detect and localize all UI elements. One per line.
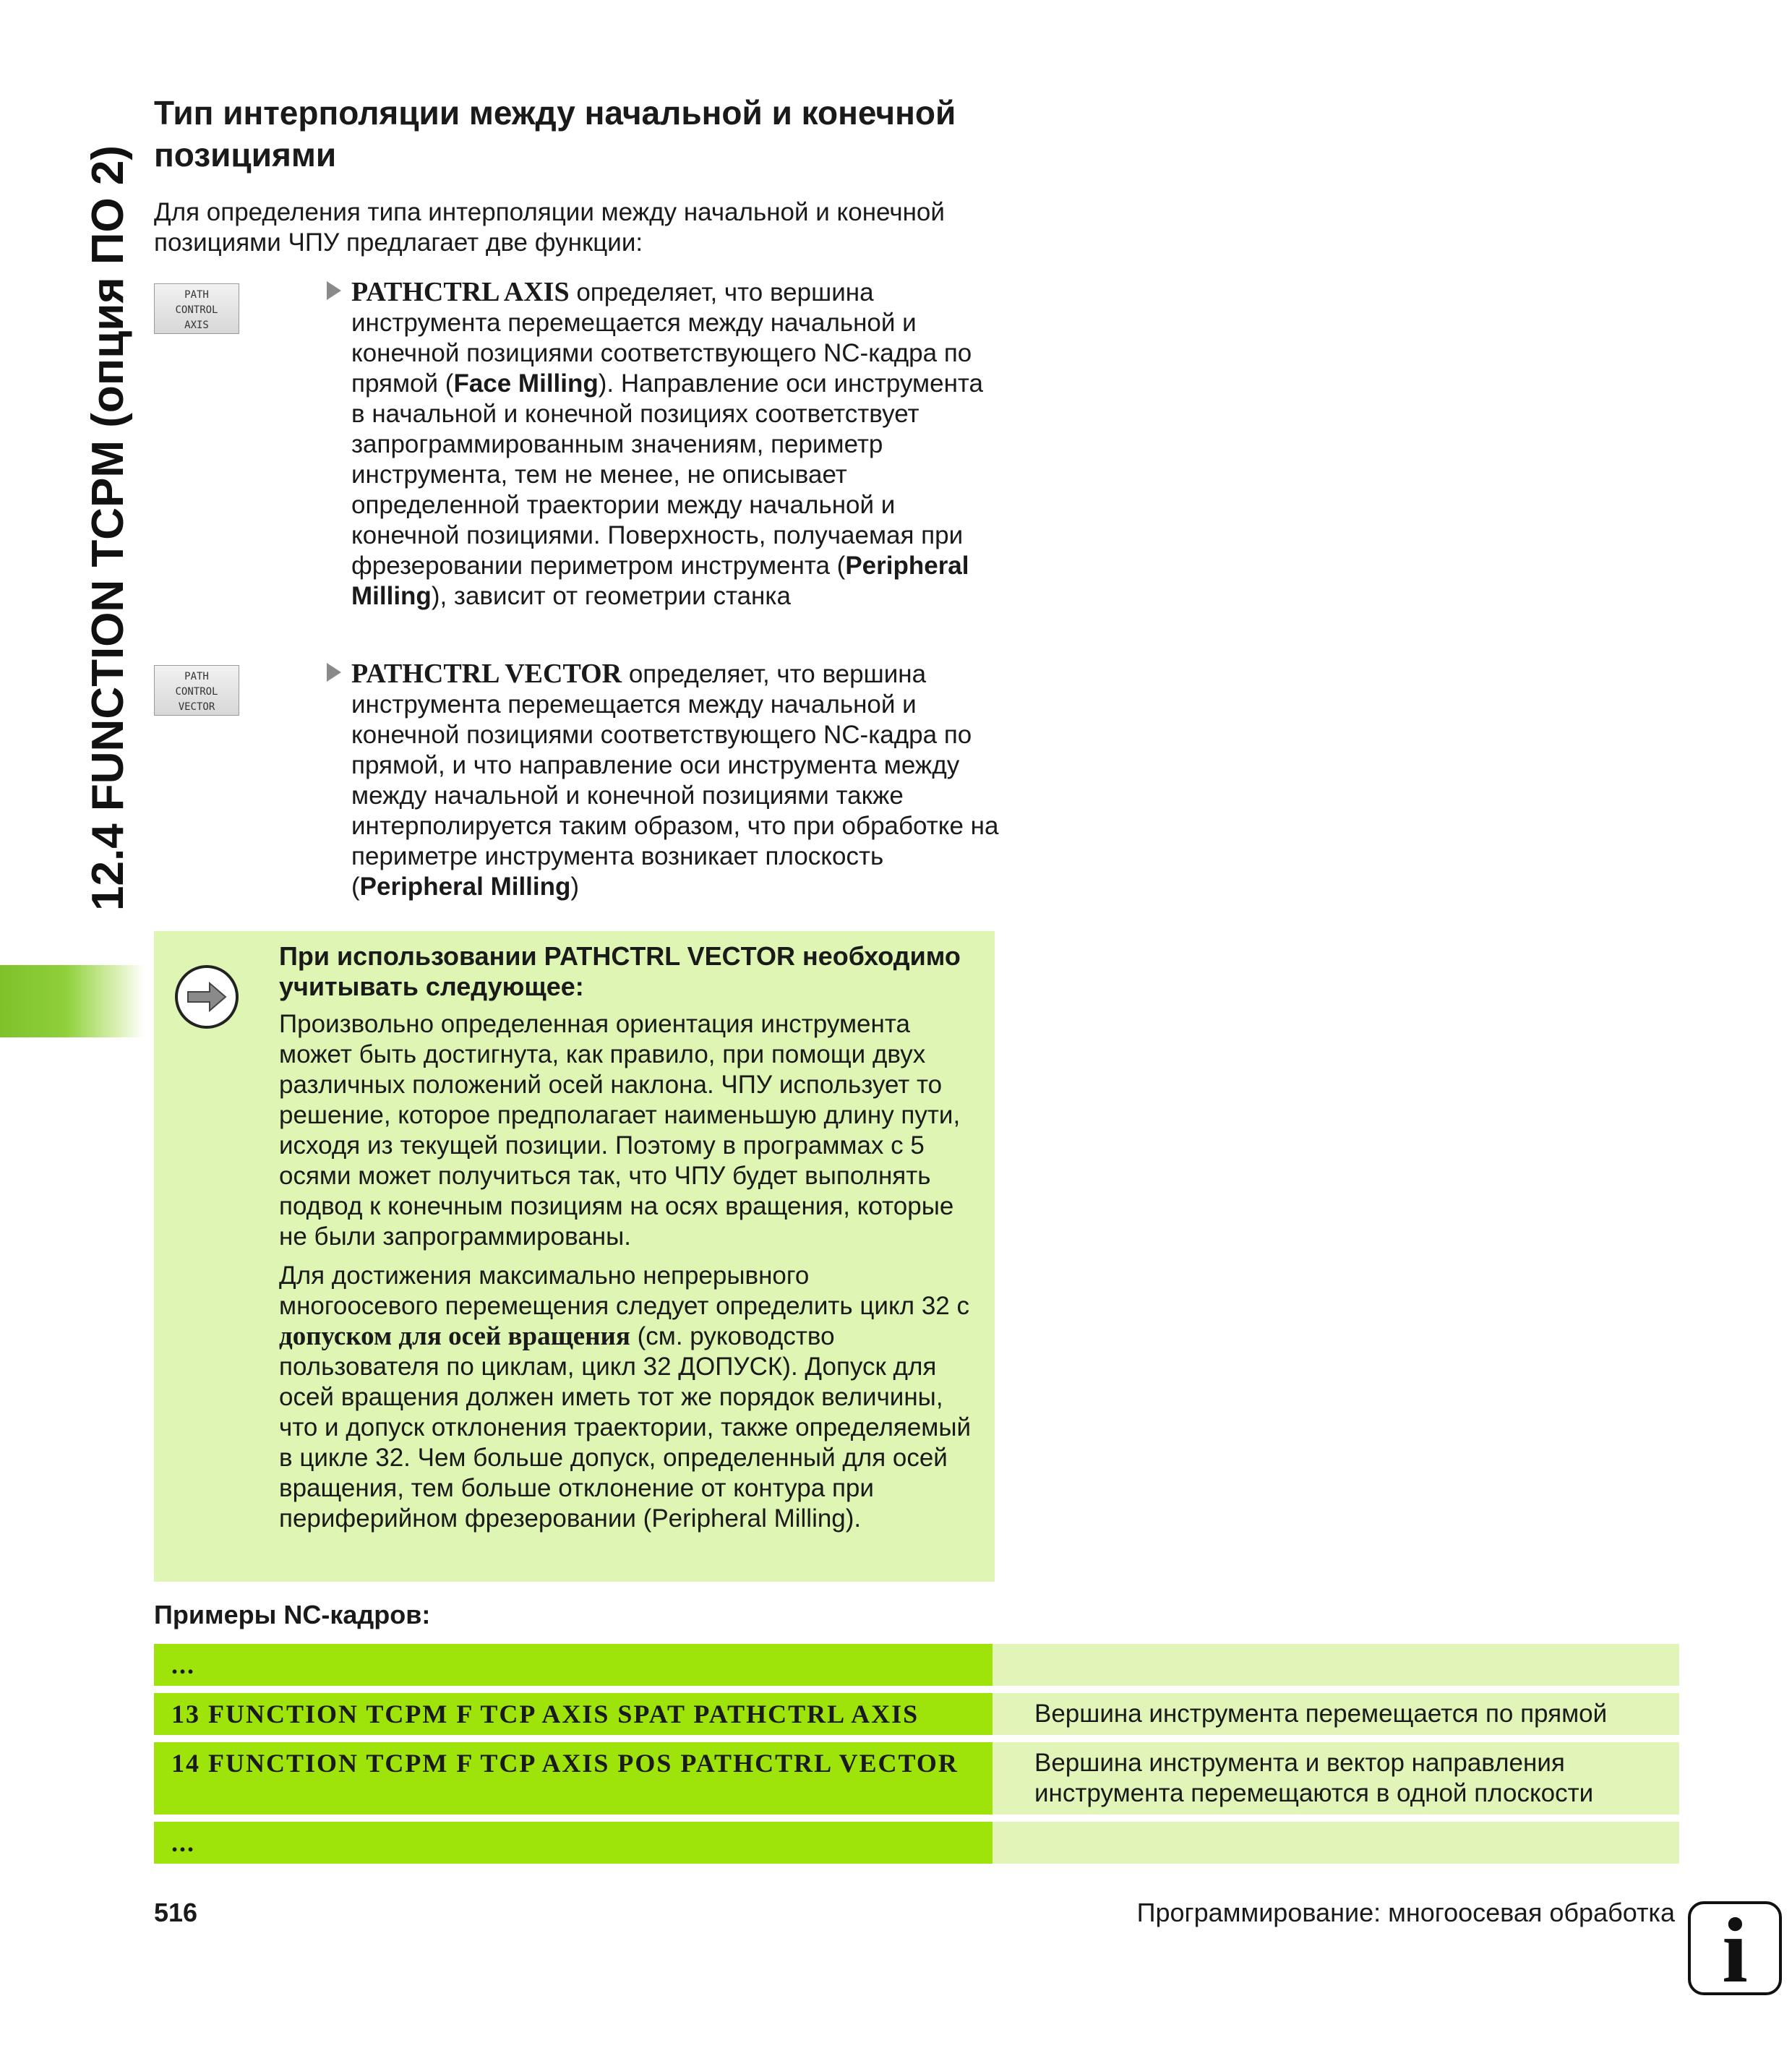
softkey-line: CONTROL (175, 304, 218, 316)
page-number: 516 (154, 1898, 198, 1927)
bold-term: Peripheral Milling (351, 552, 969, 610)
bold-term: допуском для осей вращения (279, 1321, 630, 1351)
info-icon-glyph: i (1722, 1899, 1748, 2002)
table-row (154, 1693, 1679, 1735)
note-body (279, 941, 973, 1543)
item-text (351, 659, 999, 902)
table-row (154, 1742, 1679, 1815)
softkey-line: CONTROL (175, 686, 218, 698)
note-paragraph: Произвольно определенная ориентация инструмента может быть достигнута, как правило, при помощи двух различных положений осей наклона. ЧПУ использует то решение, которое предполагает наименьшую длину пути, исходя из текущей позиции. Поэтому в программах с 5 осями может получиться так, что ЧПУ будет выполнять подвод к конечным позициям на осях вращения, которые не были запрограммированы. (279, 1010, 961, 1251)
text-run: (см. руководство пользователя по циклам, цикл 32 ДОПУСК). Допуск для осей вращения должен иметь тот же порядок величины, что и допуск отклонения траектории, также определяемый в цикле 32. Чем больше допуск, определенный для осей вращения, тем больше отклонение от контура при периферийном фрезеровании (Peripheral Milling). (279, 1322, 972, 1533)
text-run: ) (570, 873, 580, 901)
text-run: ), зависит от геометрии станка (431, 582, 791, 610)
softkey-line: AXIS (184, 320, 209, 331)
nc-code-cell: ... (154, 1822, 993, 1864)
chapter-sidebar (22, 87, 137, 940)
bold-term: Face Milling (453, 369, 599, 398)
keyword: PATHCTRL AXIS (351, 277, 570, 307)
text-run: Для достижения максимально непрерывного многоосевого перемещения следует определить цикл 32 с (279, 1261, 969, 1320)
bold-term: Peripheral Milling (359, 873, 571, 901)
chapter-tab-marker (0, 965, 145, 1037)
nc-code-cell: 13 FUNCTION TCPM F TCP AXIS SPAT PATHCTRL AXIS (154, 1693, 993, 1735)
nc-code-cell: ... (154, 1644, 993, 1686)
nc-examples-table (154, 1644, 1679, 1871)
table-row (154, 1644, 1679, 1686)
note-title: При использовании PATHCTRL VECTOR необходимо учитывать следующее: (279, 941, 961, 1001)
triangle-bullet-icon (327, 663, 341, 682)
text-run: определяет, что вершина инструмента перемещается между начальной и конечной позициями соответствующего NC-кадра по прямой ( (351, 278, 972, 398)
nc-code-cell: 14 FUNCTION TCPM F TCP AXIS POS PATHCTRL VECTOR (154, 1742, 993, 1815)
list-item-pathctrl-vector (327, 659, 999, 902)
list-item-pathctrl-axis (327, 277, 999, 612)
note-box (154, 931, 995, 1582)
table-row (154, 1822, 1679, 1864)
keyword: PATHCTRL VECTOR (351, 659, 622, 689)
section-heading: Тип интерполяции между начальной и конечной позициями (154, 94, 956, 173)
text-run: ). Направление оси инструмента в начальной и конечной позициях соответствует запрограммированным значениям, периметр инструмента, тем не менее, не описывает определенной траектории между начальной и конечной позициями. Поверхность, получаемая при фрезеровании периметром инструмента ( (351, 369, 984, 580)
nc-desc-cell: Вершина инструмента перемещается по прямой (993, 1693, 1679, 1735)
nc-desc-cell (993, 1822, 1679, 1864)
softkey-line: PATH (184, 671, 209, 682)
triangle-bullet-icon (327, 281, 341, 300)
chapter-title: 12.4 FUNCTION TCPM (опция ПО 2) (83, 145, 133, 911)
examples-title: Примеры NC-кадров: (154, 1600, 431, 1629)
softkey-line: VECTOR (178, 701, 215, 713)
info-icon[interactable] (1688, 1899, 1782, 2002)
text-run: определяет, что вершина инструмента перемещается между начальной и конечной позициями соответствующего NC-кадра по прямой, и что направление оси инструмента между между начальной и конечной позициями также интерполируется таким образом, что при обработке на периметре инструмента возникает плоскость ( (351, 660, 999, 901)
item-text (351, 277, 999, 612)
path-control-axis-softkey[interactable] (154, 283, 239, 334)
arrow-right-circle-icon (173, 964, 240, 1030)
note-paragraph (279, 1261, 973, 1534)
nc-desc-cell: Вершина инструмента и вектор направления инструмента перемещаются в одной плоскости (993, 1742, 1679, 1815)
softkey-line: PATH (184, 289, 209, 301)
footer-chapter-title: Программирование: многоосевая обработка (1136, 1898, 1675, 1927)
intro-paragraph: Для определения типа интерполяции между начальной и конечной позициями ЧПУ предлагает две функции: (154, 198, 945, 257)
nc-desc-cell (993, 1644, 1679, 1686)
path-control-vector-softkey[interactable] (154, 665, 239, 716)
